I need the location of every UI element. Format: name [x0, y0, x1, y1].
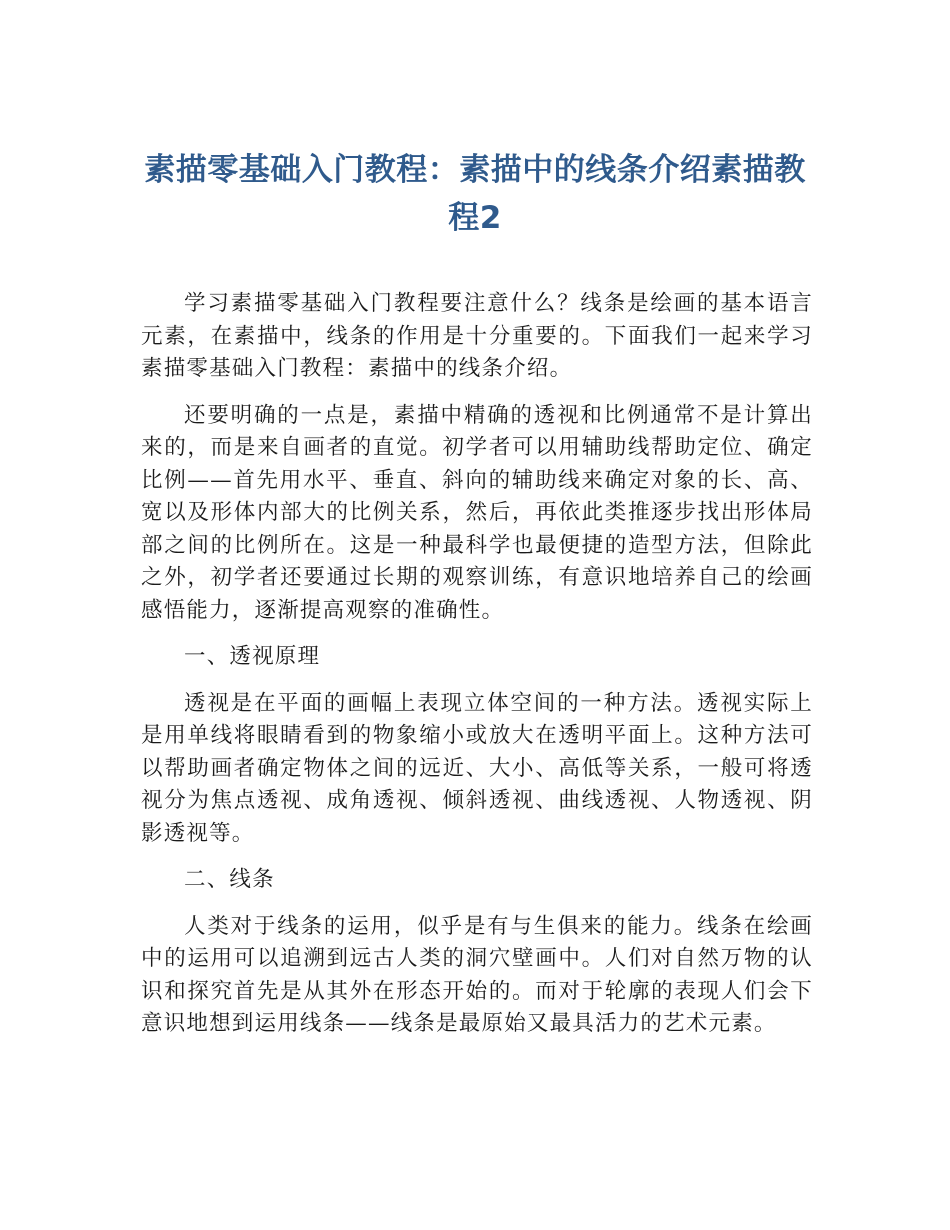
document-title: 素描零基础入门教程：素描中的线条介绍素描教程2	[144, 152, 806, 236]
section-heading-perspective: 一、透视原理	[184, 644, 321, 669]
paragraph-proportion: 还要明确的一点是，素描中精确的透视和比例通常不是计算出来的，而是来自画者的直觉。初学者可以用辅助线帮助定位、确定比例——首先用水平、垂直、斜向的辅助线来确定对象的长、高、宽以及形体内部大的比例关系，然后，再依此类推逐步找出形体局部之间的比例所在。这是一种最科学也最便捷的造型方法，但除此之外，初学者还要通过长期的观察训练，有意识地培养自己的绘画感悟能力，逐渐提高观察的准确性。	[141, 402, 813, 623]
paragraph-intro: 学习素描零基础入门教程要注意什么？线条是绘画的基本语言元素，在素描中，线条的作用是十分重要的。下面我们一起来学习素描零基础入门教程：素描中的线条介绍。	[141, 291, 813, 381]
document-body	[141, 288, 813, 1055]
section-heading-lines: 二、线条	[184, 867, 275, 892]
paragraph-lines: 人类对于线条的运用，似乎是有与生俱来的能力。线条在绘画中的运用可以追溯到远古人类的洞穴壁画中。人们对自然万物的认识和探究首先是从其外在形态开始的。而对于轮廓的表现人们会下意识地想到运用线条——线条是最原始又最具活力的艺术元素。	[141, 913, 813, 1036]
paragraph-perspective: 透视是在平面的画幅上表现立体空间的一种方法。透视实际上是用单线将眼睛看到的物象缩小或放大在透明平面上。这种方法可以帮助画者确定物体之间的远近、大小、高低等关系，一般可将透视分为焦点透视、成角透视、倾斜透视、曲线透视、人物透视、阴影透视等。	[141, 690, 813, 846]
